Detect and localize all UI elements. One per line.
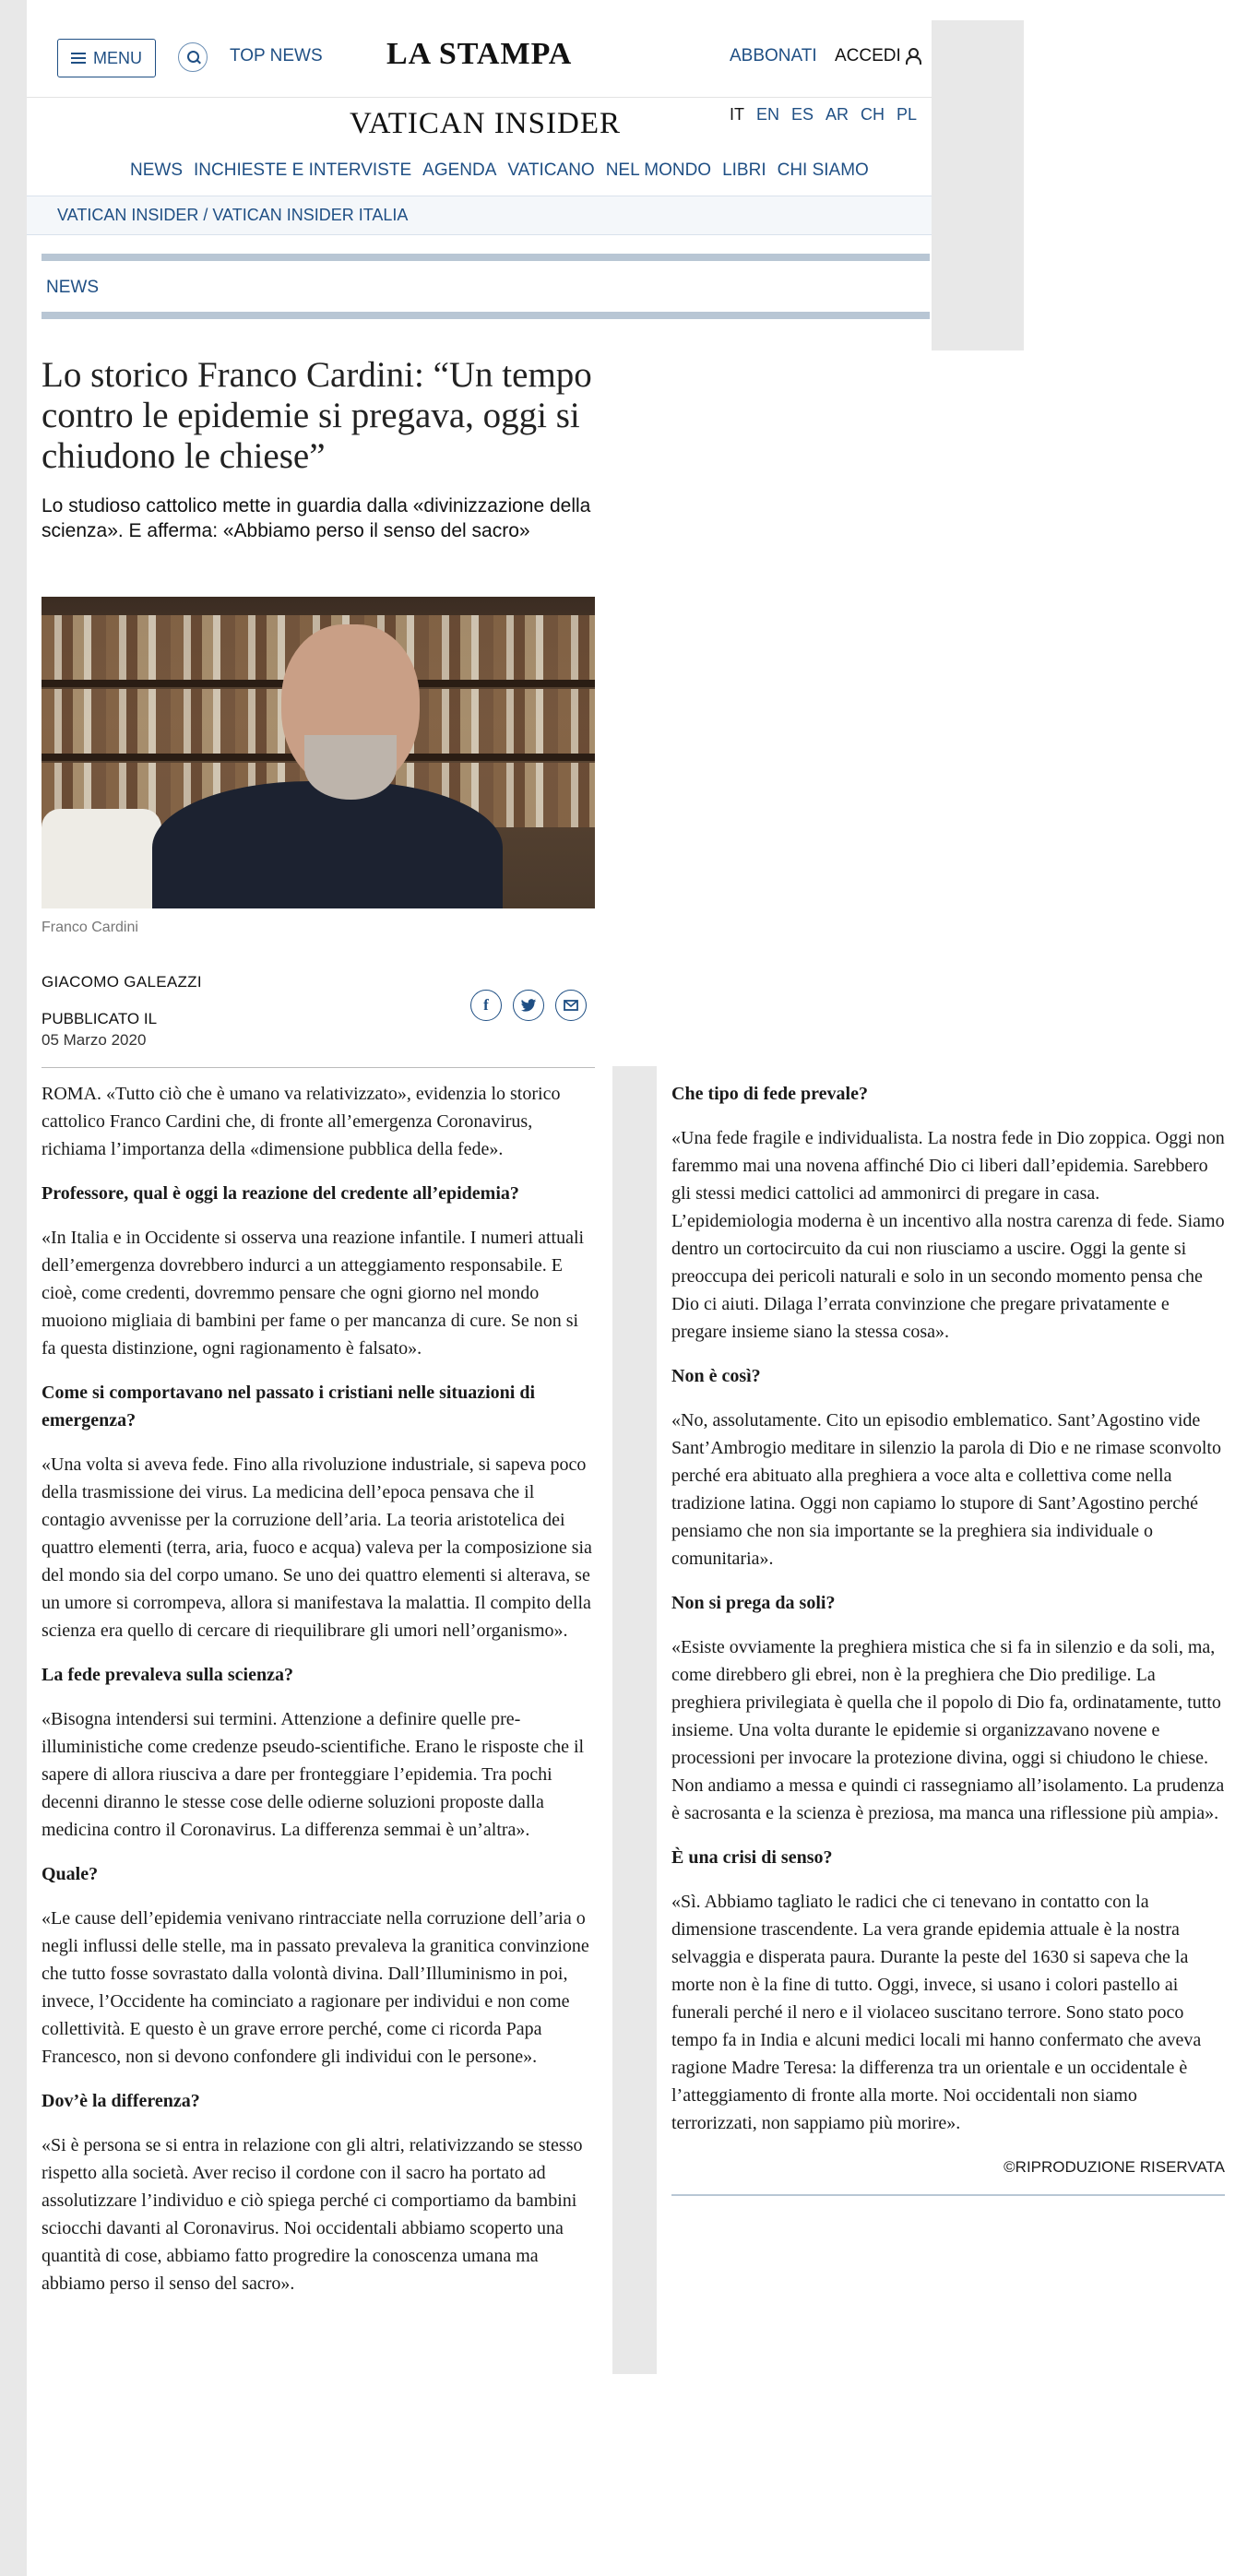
interview-question: Non è così?	[671, 1366, 761, 1386]
column-separator	[612, 1066, 657, 2374]
body-paragraph: «Sì. Abbiamo tagliato le radici che ci tenevano in contatto con la dimensione trascendente. La vera grande epidemia attuale è la nostra selvaggia e disperata paura. Durante la peste del 1630 si sapeva che la morte non è la fine di tutto. Oggi, invece, si usano i colori pastello ai funerali perché il nero e il violaceo suscitano terrore. Sono stato poco tempo fa in India e alcuni medici locali mi hanno confermato che aveva ragione Madre Teresa: la differenza tra un orientale e un occidentale è l’atteggiamento di fronte alla morte. Noi occidentali non siamo terrorizzati, non sappiamo più morire».	[671, 1892, 1202, 2133]
body-paragraph: «In Italia e in Occidente si osserva una reazione infantile. I numeri attuali dell’emergenza dovrebbero indurci a un atteggiamento responsabile. E cioè, come credenti, dovremmo pensare che ogni giorno nel mondo muoiono migliaia di bambini per fame o per mancanza di cure. Se non si fa questa distinzione, ogni ragionamento è falsato».	[42, 1228, 585, 1359]
interview-question: Come si comportavano nel passato i cristiani nelle situazioni di emergenza?	[42, 1383, 535, 1430]
photo-caption: Franco Cardini	[42, 920, 138, 935]
subtitle: Lo studioso cattolico mette in guardia dalla «divinizzazione della scienza». E afferma: «Abbiamo perso il senso del sacro»	[42, 495, 591, 541]
headline: Lo storico Franco Cardini: “Un tempo contro le epidemie si pregava, oggi si chiudono le chiese”	[42, 355, 592, 476]
body-paragraph: «Esiste ovviamente la preghiera mistica che si fa in silenzio e da soli, ma, come direbbero gli ebrei, non è la preghiera che Dio predilige. La preghiera privilegiata è quella che il popolo di Dio fa, ordinatamente, tutto insieme. Una volta durante le epidemie si organizzavano novene e processioni per invocare la protezione divina, oggi si chiudono le chiese. Non andiamo a messa e quindi ci rassegniamo all’isolamento. La prudenza è sacrosanta e la scienza è preziosa, ma manca una riflessione più ampia».	[671, 1637, 1225, 1823]
breadcrumb-text[interactable]: VATICAN INSIDER / VATICAN INSIDER ITALIA	[57, 206, 409, 224]
lang-pl[interactable]: PL	[897, 105, 918, 124]
lang-it[interactable]: IT	[730, 105, 744, 124]
interview-question: È una crisi di senso?	[671, 1847, 833, 1868]
main-nav	[27, 146, 932, 196]
body-paragraph: «Una fede fragile e individualista. La nostra fede in Dio zoppica. Oggi non faremmo mai una novena affinché Dio ci liberi dall’epidemia. Sarebbero gli stessi medici cattolici ad ammonirci di pregare in casa. L’epidemiologia moderna è un incentivo alla nostra carenza di fede. Siamo dentro un cortocircuito da cui non riusciamo a uscire. Oggi la gente si preoccupa dei pericoli naturali e solo in un secondo momento pensa che Dio ci aiuti. Dilaga l’errata convinzione che pregare privatamente e pregare insieme siano la stessa cosa».	[671, 1128, 1225, 1342]
lang-ar[interactable]: AR	[825, 105, 849, 124]
vatican-insider-bar	[27, 98, 932, 146]
menu-label: MENU	[93, 48, 142, 67]
body-paragraph: «Si è persona se si entra in relazione con gli altri, relativizzando se stesso rispetto alla società. Aver reciso il cordone con il sacro ha portato ad assolutizzare l’individuo e ciò spiega perché ci comportiamo da bambini sciocchi davanti al Coronavirus. Noi occidentali abbiamo scoperto una quantità di cose, abbiamo fatto progredire la conoscenza umana ma abbiamo perso il senso del sacro».	[42, 2135, 583, 2294]
vatican-insider-logo[interactable]: VATICAN INSIDER	[350, 107, 621, 140]
author[interactable]: GIACOMO GALEAZZI	[42, 973, 202, 991]
article-end-line	[671, 2194, 1225, 2196]
article-body-left	[42, 1080, 595, 2314]
body-paragraph: «Bisogna intendersi sui termini. Attenzione a definire quelle pre-illuministiche come credenze pseudo-scientifiche. Erano le risposte che il sapere di allora riusciva a dare per fronteggiare l’epidemia. Tra pochi decenni diranno le stesse cose delle odierne soluzioni proposte dalla medicina contro il Coronavirus. La differenza semmai è un’altra».	[42, 1709, 585, 1840]
left-gutter	[0, 0, 27, 2576]
lang-ch[interactable]: CH	[861, 105, 885, 124]
twitter-icon[interactable]	[513, 990, 544, 1021]
interview-question: La fede prevaleva sulla scienza?	[42, 1665, 293, 1685]
section-label[interactable]: NEWS	[46, 278, 99, 297]
published-date: 05 Marzo 2020	[42, 1031, 147, 1049]
site-header	[27, 20, 932, 323]
accedi-label: ACCEDI	[835, 46, 901, 65]
nav-libri[interactable]: LIBRI	[722, 160, 766, 180]
facebook-icon[interactable]: f	[470, 990, 502, 1021]
article-header	[42, 355, 595, 1049]
abbonati-link[interactable]: ABBONATI	[730, 46, 817, 65]
language-switcher	[730, 105, 917, 125]
band-line-bottom	[42, 312, 930, 319]
interview-question: Quale?	[42, 1864, 99, 1884]
menu-button[interactable]	[57, 39, 156, 77]
band-line-top	[42, 254, 930, 261]
body-paragraph: «Le cause dell’epidemia venivano rintracciate nella corruzione dell’aria o negli influssi delle stelle, ma in passato prevaleva la granitica convinzione che tutto fosse sovrastato dalla volontà divina. Dall’Illuminismo in poi, invece, l’Occidente ha cominciato a ragionare per individui e non come collettività. E questo è un grave errore perché, come ci ricorda Papa Francesco, non si devono confondere gli individui con le persone».	[42, 1908, 589, 2067]
nav-inchieste[interactable]: INCHIESTE E INTERVISTE	[194, 160, 412, 180]
breadcrumb	[27, 196, 932, 235]
chair	[42, 809, 161, 908]
nav-news[interactable]: NEWS	[130, 160, 183, 180]
nav-chi-siamo[interactable]: CHI SIAMO	[777, 160, 869, 180]
interview-question: Che tipo di fede prevale?	[671, 1084, 868, 1104]
published-label: PUBBLICATO IL	[42, 1010, 158, 1027]
accedi-link[interactable]	[835, 46, 919, 66]
interview-question: Non si prega da soli?	[671, 1593, 836, 1613]
person-body	[152, 781, 503, 908]
sidebar-ad-area	[932, 20, 1024, 350]
search-icon[interactable]	[178, 42, 208, 72]
body-paragraph: «No, assolutamente. Cito un episodio emblematico. Sant’Agostino vide Sant’Ambrogio meditare in silenzio la parola di Dio e ne rimase sconvolto perché era abituato alla preghiera a voce alta e collettiva come nella tradizione latina. Oggi non capiamo lo stupore di Sant’Agostino perché pensiamo che non sia importante se la preghiera sia individuale o comunitaria».	[671, 1410, 1221, 1569]
lang-es[interactable]: ES	[791, 105, 814, 124]
email-icon[interactable]	[555, 990, 587, 1021]
top-bar	[27, 20, 932, 98]
la-stampa-logo[interactable]: LA STAMPA	[386, 37, 573, 71]
nav-nel-mondo[interactable]: NEL MONDO	[605, 160, 712, 180]
user-icon	[906, 48, 919, 63]
nav-agenda[interactable]: AGENDA	[422, 160, 497, 180]
hamburger-icon	[71, 53, 86, 64]
person-beard	[304, 735, 397, 800]
article-photo	[42, 597, 595, 908]
lang-en[interactable]: EN	[756, 105, 780, 124]
interview-question: Dov’è la differenza?	[42, 2091, 200, 2111]
body-paragraph: ROMA. «Tutto ciò che è umano va relativizzato», evidenzia lo storico cattolico Franco Cardini che, di fronte all’emergenza Coronavirus, richiama l’importanza della «dimensione pubblica della fede».	[42, 1084, 561, 1159]
nav-vaticano[interactable]: VATICANO	[507, 160, 595, 180]
body-paragraph: «Una volta si aveva fede. Fino alla rivoluzione industriale, si sapeva poco della trasmissione dei virus. La medicina dell’epoca pensava che il contagio avvenisse per la corruzione dell’aria. La teoria aristotelica dei quattro elementi (terra, aria, fuoco e acqua) valeva per la composizione sia del mondo sia del corpo umano. Se uno dei quattro elementi si alterava, se un umore si corrompeva, allora si manifestava la malattia. Il compito della scienza era quello di cercare di riequilibrare gli umori nell’organismo».	[42, 1454, 592, 1641]
section-band	[27, 235, 932, 323]
article-body-right	[671, 1080, 1225, 2196]
interview-question: Professore, qual è oggi la reazione del credente all’epidemia?	[42, 1183, 519, 1204]
copyright-notice: ©RIPRODUZIONE RISERVATA	[1004, 2158, 1225, 2176]
top-news-link[interactable]: TOP NEWS	[230, 46, 323, 65]
byline-divider	[42, 1067, 595, 1068]
